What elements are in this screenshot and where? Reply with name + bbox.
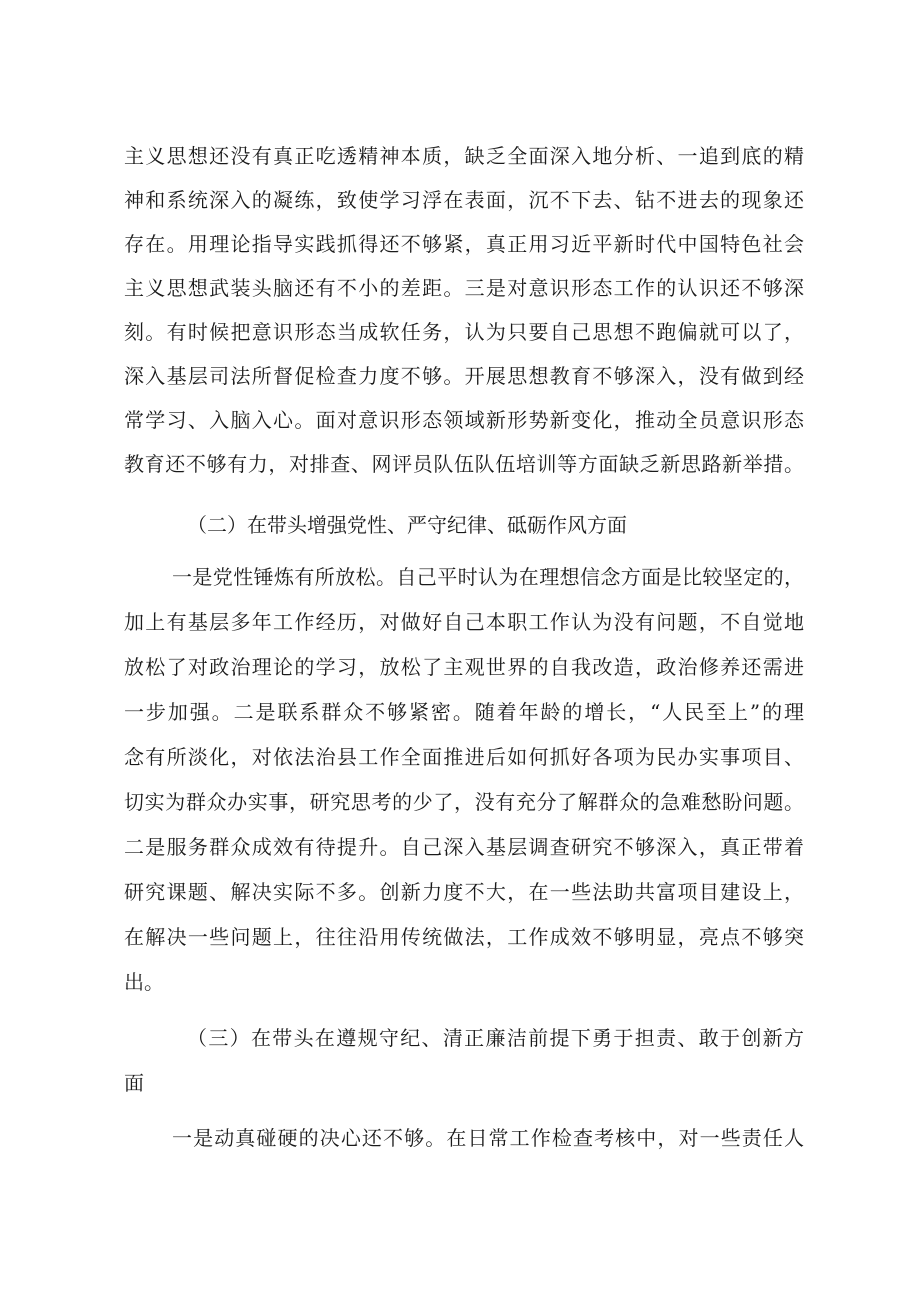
paragraph-line: 一步加强。二是联系群众不够紧密。随着年龄的增长，“人民至上”的理 [124, 700, 804, 724]
paragraph-line: 深入基层司法所督促检查力度不够。开展思想教育不够深入，没有做到经 [124, 364, 804, 388]
paragraph-line: 在解决一些问题上，往往沿用传统做法，工作成效不够明显，亮点不够突 [124, 925, 804, 949]
paragraph-line: 出。 [124, 970, 164, 994]
paragraph-line: 研究课题、解决实际不多。创新力度不大，在一些法助共富项目建设上， [124, 880, 804, 904]
paragraph-line: 主义思想武装头脑还有不小的差距。三是对意识形态工作的认识还不够深 [124, 276, 804, 300]
paragraph-line: 一是党性锤炼有所放松。自己平时认为在理想信念方面是比较坚定的， [172, 565, 804, 589]
paragraph-line: 一是动真碰硬的决心还不够。在日常工作检查考核中，对一些责任人 [172, 1126, 804, 1150]
paragraph-line: 神和系统深入的凝练，致使学习浮在表面，沉不下去、钻不进去的现象还 [124, 188, 804, 212]
paragraph-line: 教育还不够有力，对排查、网评员队伍队伍培训等方面缺乏新思路新举措。 [124, 452, 804, 476]
paragraph-line: 常学习、入脑入心。面对意识形态领域新形势新变化，推动全员意识形态 [124, 408, 804, 432]
paragraph-line: 放松了对政治理论的学习，放松了主观世界的自我改造，政治修养还需进 [124, 655, 804, 679]
section-heading: （三）在带头在遵规守纪、清正廉洁前提下勇于担责、敢于创新方 [187, 1026, 804, 1050]
paragraph-line: 主义思想还没有真正吃透精神本质，缺乏全面深入地分析、一追到底的精 [124, 144, 804, 168]
section-heading: （二）在带头增强党性、严守纪律、砥砺作风方面 [187, 513, 627, 537]
paragraph-line: 念有所淡化，对依法治县工作全面推进后如何抓好各项为民办实事项目、 [124, 745, 804, 769]
paragraph-line: 存在。用理论指导实践抓得还不够紧，真正用习近平新时代中国特色社会 [124, 232, 804, 256]
paragraph-line: 加上有基层多年工作经历，对做好自己本职工作认为没有问题，不自觉地 [124, 610, 804, 634]
section-heading-continued: 面 [124, 1071, 144, 1095]
paragraph-line: 二是服务群众成效有待提升。自己深入基层调查研究不够深入，真正带着 [124, 835, 804, 859]
paragraph-line: 切实为群众办实事，研究思考的少了，没有充分了解群众的急难愁盼问题。 [124, 790, 804, 814]
paragraph-line: 刻。有时候把意识形态当成软任务，认为只要自己思想不跑偏就可以了， [124, 320, 804, 344]
